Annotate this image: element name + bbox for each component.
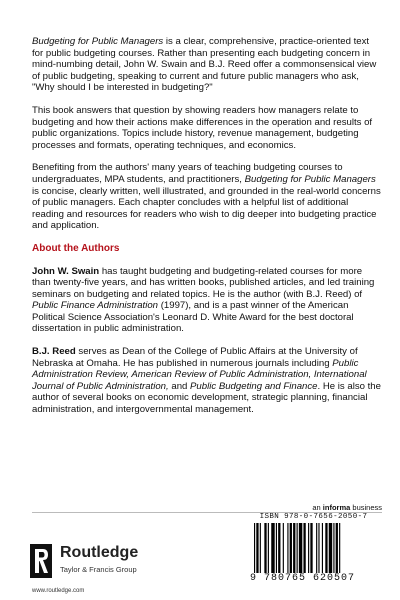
routledge-logo-icon xyxy=(30,544,52,578)
author-bio-reed xyxy=(32,346,382,416)
barcode-bar xyxy=(287,523,288,573)
barcode-icon xyxy=(252,523,384,573)
barcode-bar xyxy=(339,523,340,573)
barcode-bar xyxy=(254,523,255,573)
barcode-bar xyxy=(297,523,298,573)
description-text: is a clear, comprehensive, practice-oriented text for public budgeting courses. Rather than presenting each budgeting concern in mind-numbing detail, John W. Swain and B.J. Reed offer a commonsensical view of public budgeting, speaking to current and future public managers who ask, "Why should I be interested in budgeting?" xyxy=(32,36,377,94)
author-bio-swain xyxy=(32,266,382,336)
bio-text: . He is also the author of several books on economic development, strategic planning, financial administration, and intergovernmental management. xyxy=(32,380,381,416)
description-text: Benefiting from the authors' many years of teaching budgeting courses to undergraduates, MPA students, and practitioners, xyxy=(32,162,343,185)
barcode-bar xyxy=(264,523,266,573)
back-cover-text xyxy=(32,36,382,427)
barcode-bar xyxy=(293,523,295,573)
book-title: Budgeting for Public Managers xyxy=(244,173,376,185)
barcode-bar xyxy=(316,523,317,573)
barcode-bar xyxy=(336,523,338,573)
book-title: Public Finance Administration xyxy=(32,300,159,312)
informa-tagline: an informa business xyxy=(312,503,382,512)
barcode-bar xyxy=(308,523,309,573)
barcode-bar xyxy=(268,523,269,573)
publisher-url: www.routledge.com xyxy=(32,588,85,594)
book-title: Budgeting for Public Managers xyxy=(32,36,164,47)
barcode-bar xyxy=(333,523,334,573)
bio-text: and xyxy=(168,380,191,392)
barcode-bar xyxy=(299,523,302,573)
barcode-bar xyxy=(310,523,312,573)
informa-brand: informa xyxy=(322,503,351,512)
description-paragraph-1 xyxy=(32,36,382,94)
description-paragraph-3 xyxy=(32,162,382,232)
description-paragraph-2: This book answers that question by showing readers how managers relate to budgeting and how their actions make differences in the operation and results of public organizations. Topics include history, revenue management, budgeting processes and formats, operating techniques, and economics. xyxy=(32,104,373,151)
bio-text: serves as Dean of the College of Public Affairs at the University of Nebraska at Omaha. He has published in numerous journals including xyxy=(32,346,358,369)
publisher-group: Taylor & Francis Group xyxy=(60,565,137,574)
author-name: B.J. Reed xyxy=(32,346,76,358)
barcode-bar xyxy=(278,523,280,573)
barcode-bar xyxy=(329,523,332,573)
barcode-bar xyxy=(260,523,261,573)
bio-text: has taught budgeting and budgeting-related courses for more than twenty-five years, and has written books, published articles, and led training seminars on budgeting and related topics. He is the author (with B.J. Reed) of xyxy=(32,265,375,300)
description-text: is concise, clearly written, well illustrated, and grounded in the real-world concerns of public managers. Each chapter concludes with a helpful list of additional reading and resources for readers who wish to dig deeper into budgeting practice and application. xyxy=(32,185,381,232)
barcode-bar xyxy=(290,523,292,573)
barcode-bar xyxy=(271,523,274,573)
about-authors-heading: About the Authors xyxy=(32,242,120,254)
barcode-bar xyxy=(325,523,327,573)
bio-text: (1997), and is a past winner of the American Political Science Association's Leonard D. White Award for the best doctoral dissertation in public administration. xyxy=(32,300,354,335)
barcode-bar xyxy=(322,523,323,573)
journal-title: Public Budgeting and Finance xyxy=(190,380,318,392)
author-name: John W. Swain xyxy=(32,265,100,277)
barcode-number: 9 780765 620507 xyxy=(250,573,356,584)
isbn-label: ISBN 978-0-7656-2050-7 xyxy=(259,513,368,521)
barcode-bar xyxy=(256,523,258,573)
barcode-bar xyxy=(283,523,284,573)
barcode-bar xyxy=(276,523,277,573)
barcode-bar xyxy=(318,523,319,573)
journal-list: Public Administration Review, American Review of Public Administration, International Journal of Public Administration, xyxy=(32,357,367,392)
barcode-bar xyxy=(303,523,305,573)
publisher-name: Routledge xyxy=(60,544,139,561)
